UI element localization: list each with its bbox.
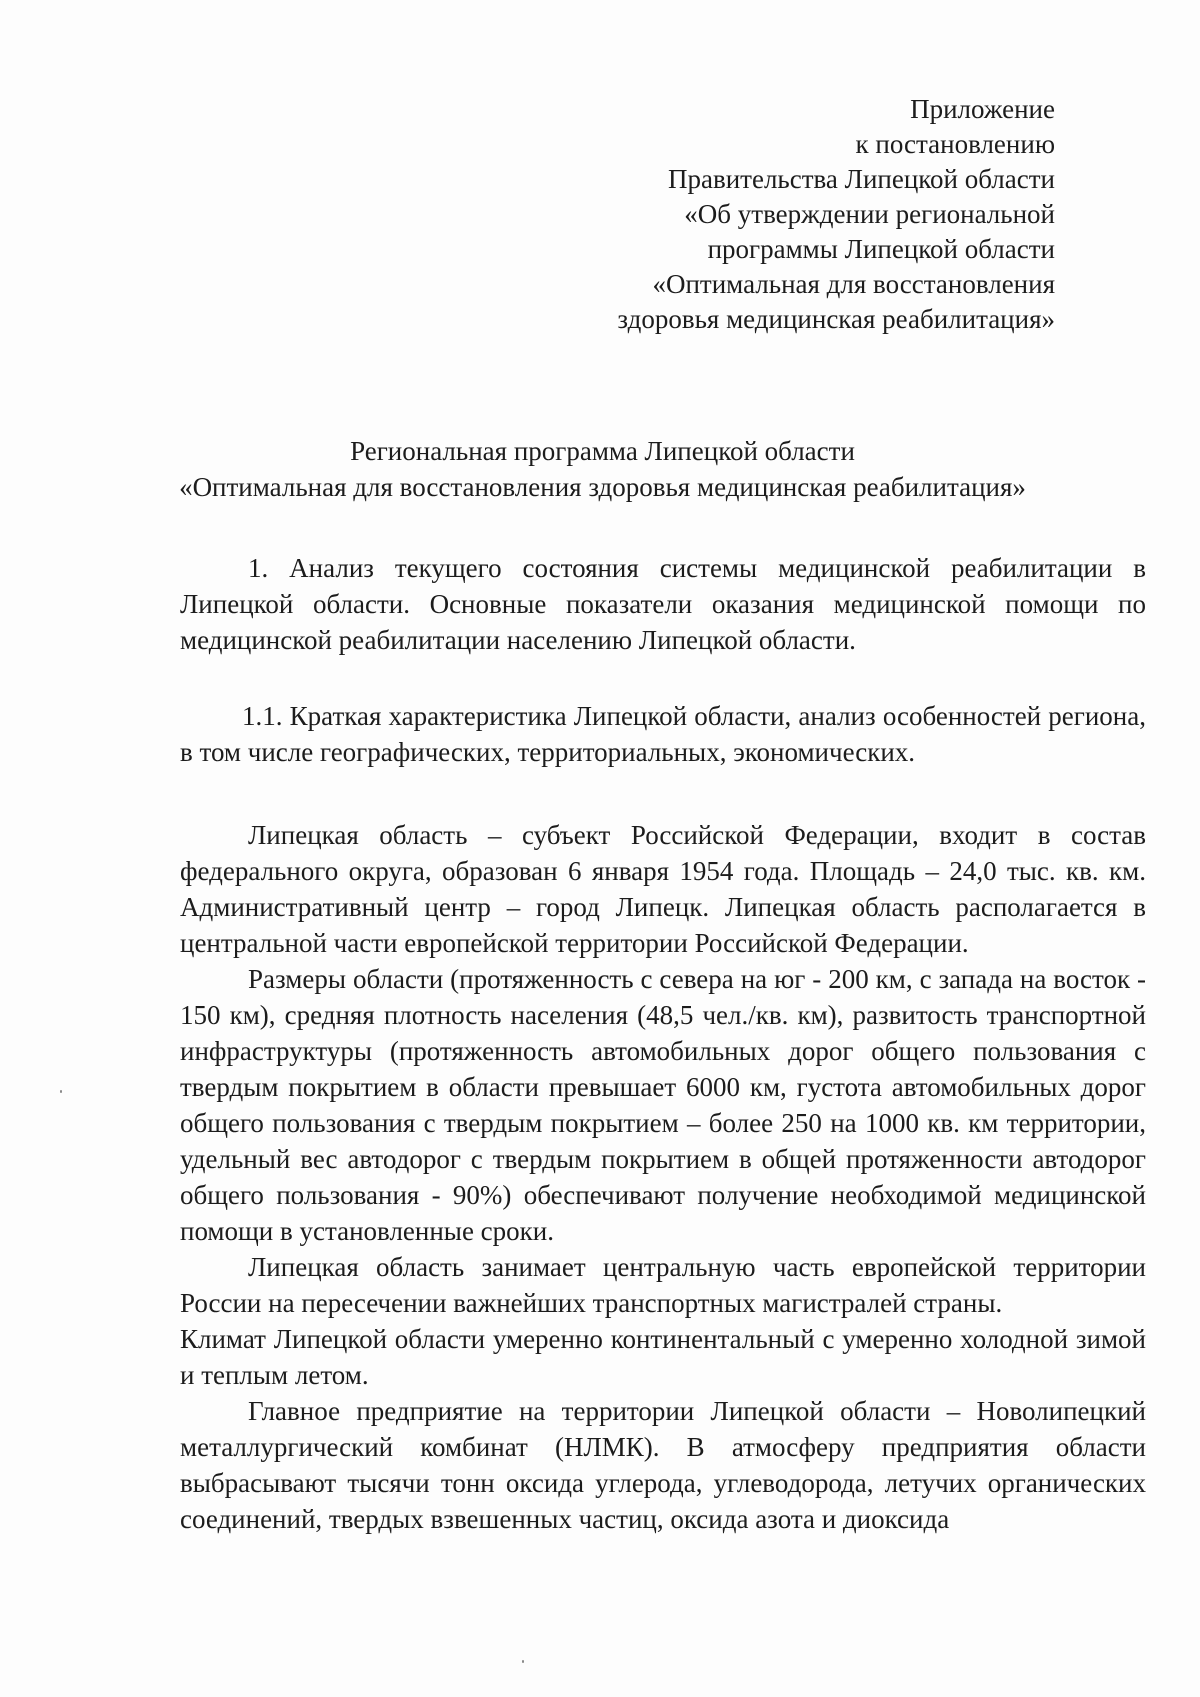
paragraph: Климат Липецкой области умеренно континентальный с умеренно холодной зимой и теплым летом. (180, 1324, 1146, 1390)
appendix-header (617, 92, 1055, 337)
appendix-line: «Оптимальная для восстановления (652, 269, 1055, 299)
title-line-2: «Оптимальная для восстановления здоровья медицинская реабилитация» (179, 472, 1026, 502)
scan-speck (60, 1090, 62, 1093)
appendix-line: «Об утверждении региональной (684, 199, 1055, 229)
paragraph: Липецкая область – субъект Российской Федерации, входит в состав федерального округа, образован 6 января 1954 года. Площадь – 24,0 тыс. кв. км. Административный центр – город Липецк. Липецкая область располагается в центральной части европейской территории Российской Федерации. (180, 820, 1146, 958)
section-1-heading (180, 550, 1146, 658)
document-title (150, 433, 1055, 505)
appendix-line: здоровья медицинская реабилитация» (617, 304, 1055, 334)
appendix-line: к постановлению (855, 129, 1055, 159)
paragraph: Размеры области (протяженность с севера на юг - 200 км, с запада на восток - 150 км), средняя плотность населения (48,5 чел./кв. км), развитость транспортной инфраструктуры (протяженность автомобильных дорог общего пользования с твердым покрытием в области превышает 6000 км, густота автомобильных дорог общего пользования с твердым покрытием – более 250 на 1000 кв. км территории, удельный вес автодорог с твердым покрытием в общей протяженности автодорог общего пользования - 90%) обеспечивают получение необходимой медицинской помощи в установленные сроки. (180, 964, 1146, 1246)
section-1-text: 1. Анализ текущего состояния системы медицинской реабилитации в Липецкой области. Основные показатели оказания медицинской помощи по медицинской реабилитации населению Липецкой области. (180, 553, 1146, 655)
section-1-1-heading (180, 698, 1146, 770)
appendix-line: программы Липецкой области (707, 234, 1055, 264)
appendix-line: Правительства Липецкой области (667, 164, 1055, 194)
section-1-1-text: 1.1. Краткая характеристика Липецкой области, анализ особенностей региона, в том числе географических, территориальных, экономических. (180, 701, 1146, 767)
scan-speck (522, 1660, 524, 1663)
paragraph: Липецкая область занимает центральную часть европейской территории России на пересечении важнейших транспортных магистралей страны. (180, 1252, 1146, 1318)
paragraph: Главное предприятие на территории Липецкой области – Новолипецкий металлургический комбинат (НЛМК). В атмосферу предприятия области выбрасывают тысячи тонн оксида углерода, углеводорода, летучих органических соединений, твердых взвешенных частиц, оксида азота и диоксида (180, 1396, 1146, 1534)
title-line-1: Региональная программа Липецкой области (350, 436, 855, 466)
body-paragraphs (180, 817, 1146, 1537)
appendix-line: Приложение (910, 94, 1055, 124)
